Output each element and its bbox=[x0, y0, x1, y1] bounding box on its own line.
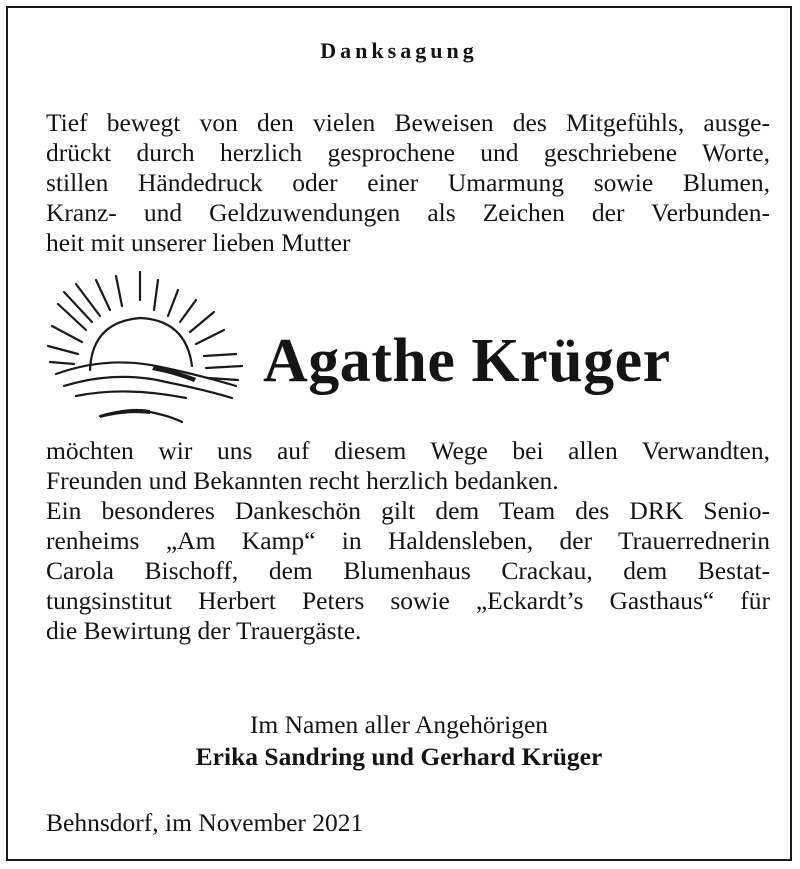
text-line: Ein besonderes Dankeschön gilt dem Team des DRK Senio- bbox=[46, 496, 770, 525]
text-line: renheims „Am Kamp“ in Haldensleben, der Trauerrednerin bbox=[46, 526, 770, 555]
signature-names: Erika Sandring und Gerhard Krüger bbox=[195, 742, 603, 771]
intro-paragraph bbox=[46, 108, 770, 258]
text-line: drückt durch herzlich gesprochene und geschriebene Worte, bbox=[46, 138, 770, 167]
thanks-paragraph bbox=[46, 436, 770, 646]
place-date: Behnsdorf, im November 2021 bbox=[46, 808, 364, 837]
text-line: heit mit unserer lieben Mutter bbox=[46, 228, 351, 257]
text-line: Carola Bischoff, dem Blumenhaus Crackau, dem Bestat- bbox=[46, 556, 770, 585]
text-line: Kranz- und Geldzuwendungen als Zeichen der Verbunden- bbox=[46, 198, 770, 227]
text-line: Freunden und Bekannten recht herzlich bedanken. bbox=[46, 466, 559, 495]
signature-intro: Im Namen aller Angehörigen bbox=[249, 710, 549, 739]
sunrise-illustration bbox=[46, 270, 246, 430]
deceased-name: Agathe Krüger bbox=[263, 327, 671, 395]
text-line: die Bewirtung der Trauergäste. bbox=[46, 616, 362, 645]
text-line: Tief bewegt von den vielen Beweisen des Mitgefühls, ausge- bbox=[46, 108, 770, 137]
notice-heading: Danksagung bbox=[320, 38, 478, 63]
text-line: tungsinstitut Herbert Peters sowie „Eckardt’s Gasthaus“ für bbox=[46, 586, 770, 615]
notice-frame bbox=[6, 6, 792, 861]
text-line: stillen Händedruck oder einer Umarmung sowie Blumen, bbox=[46, 168, 770, 197]
text-line: möchten wir uns auf diesem Wege bei allen Verwandten, bbox=[46, 436, 770, 465]
